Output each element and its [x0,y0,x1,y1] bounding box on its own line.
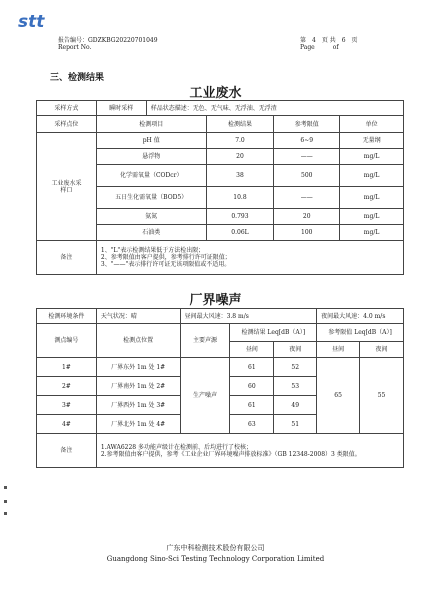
remark-line: 1、"L"表示检测结果低于方法检出限； [100,247,205,254]
sampling-method-label: 采样方式 [37,101,97,116]
point-no: 2# [37,377,97,396]
sample-state: 样品状态描述：无色、无气味、无浮油、无浮渣 [146,101,403,116]
noise-table [36,308,404,468]
margin-mark [4,500,7,503]
result-cell: 0.06L [206,225,274,241]
remark-line: 3、"——"表示排行许可证无该项限值或不适用。 [100,261,231,268]
remark-line: 1.AWA6228 多功能声级计在检测前、后均进行了校核； [100,443,253,451]
page-number-en: Page of [300,44,339,51]
day-value: 60 [230,377,274,396]
page-number: 第 4 页 共 6 页 [300,37,358,44]
col-limit: 参考限值 [274,116,340,133]
unit-cell: mg/L [340,209,404,225]
night-wind: 夜间最大风速：4.0 m/s [317,309,404,324]
sampling-method: 瞬时采样 [96,101,146,116]
location: 厂界西外 1m 处 3# [96,396,180,415]
table-row [37,133,404,149]
company-logo: stt [18,12,45,32]
col-limit-night: 夜间 [360,342,404,358]
item-cell: 氨氮 [96,209,206,225]
point-no: 3# [37,396,97,415]
col-point-no: 测点编号 [37,324,97,358]
item-cell: 五日生化需氧量（BOD5） [96,187,206,209]
result-cell: 38 [206,165,274,187]
result-cell: 0.793 [206,209,274,225]
limit-night: 55 [360,358,404,434]
col-limit-day: 昼间 [317,342,360,358]
noise-source: 生产噪声 [180,358,230,434]
unit-cell: mg/L [340,225,404,241]
day-value: 61 [230,358,274,377]
sampling-point [37,133,97,241]
night-value: 51 [274,415,317,434]
noise-title: 厂界噪声 [189,293,242,308]
item-cell: 化学需氧量（CODcr） [96,165,206,187]
weather: 天气状况：晴 [96,309,180,324]
col-unit: 单位 [340,116,404,133]
item-cell: 石油类 [96,225,206,241]
limit-cell: —— [274,187,340,209]
water-title: 工业废水 [189,86,242,101]
item-cell: pH 值 [96,133,206,149]
noise-remarks-label: 备注 [37,434,97,468]
night-value: 52 [274,358,317,377]
remarks-label: 备注 [37,241,97,275]
noise-remarks [96,434,403,468]
result-cell: 7.0 [206,133,274,149]
footer-company-cn: 广东中科检测技术股份有限公司 [166,544,265,552]
item-cell: 悬浮物 [96,149,206,165]
col-point: 采样点位 [37,116,97,133]
result-cell: 20 [206,149,274,165]
limit-day: 65 [317,358,360,434]
limit-cell: 20 [274,209,340,225]
limit-cell: 100 [274,225,340,241]
limit-cell: —— [274,149,340,165]
col-limit: 参考限值 Leq[dB（A）] [317,324,404,342]
location: 厂界南外 1m 处 2# [96,377,180,396]
point-no: 4# [37,415,97,434]
location: 厂界北外 1m 处 4# [96,415,180,434]
remark-line: 2.参考限值由客户提供，参考《工业企业厂界环境噪声排放标准》（GB 12348-2008）3 类限值。 [100,450,361,458]
day-value: 63 [230,415,274,434]
day-value: 61 [230,396,274,415]
margin-mark [4,512,7,515]
col-item: 检测项目 [96,116,206,133]
limit-cell: 500 [274,165,340,187]
point-no: 1# [37,358,97,377]
unit-cell: 无量纲 [340,133,404,149]
margin-mark [4,486,7,489]
remark-line: 2、参考限值由客户提供，参考排行许可证限值； [100,254,231,261]
unit-cell: mg/L [340,165,404,187]
env-label: 检测环境条件 [37,309,97,324]
limit-cell: 6~9 [274,133,340,149]
water-remarks [96,241,403,275]
day-wind: 昼间最大风速：3.8 m/s [180,309,317,324]
night-value: 49 [274,396,317,415]
unit-cell: mg/L [340,149,404,165]
result-cell: 10.8 [206,187,274,209]
sampling-point-text: 工业废水采样口 [51,179,82,194]
water-table [36,100,404,275]
location: 厂界东外 1m 处 1# [96,358,180,377]
report-number-en: Report No. [58,44,92,51]
table-row [37,358,404,377]
col-day: 昼间 [230,342,274,358]
col-location: 检测点位置 [96,324,180,358]
unit-cell: mg/L [340,187,404,209]
col-night: 夜间 [274,342,317,358]
col-result: 检测结果 [206,116,274,133]
col-source: 主要声源 [180,324,230,358]
night-value: 53 [274,377,317,396]
section-title: 三、检测结果 [50,73,105,83]
col-result: 检测结果 Leq[dB（A）] [230,324,317,342]
report-number: 报告编号：GDZKBG20220701049 [58,37,158,44]
footer-company-en: Guangdong Sino-Sci Testing Technology Corporation Limited [106,555,325,563]
